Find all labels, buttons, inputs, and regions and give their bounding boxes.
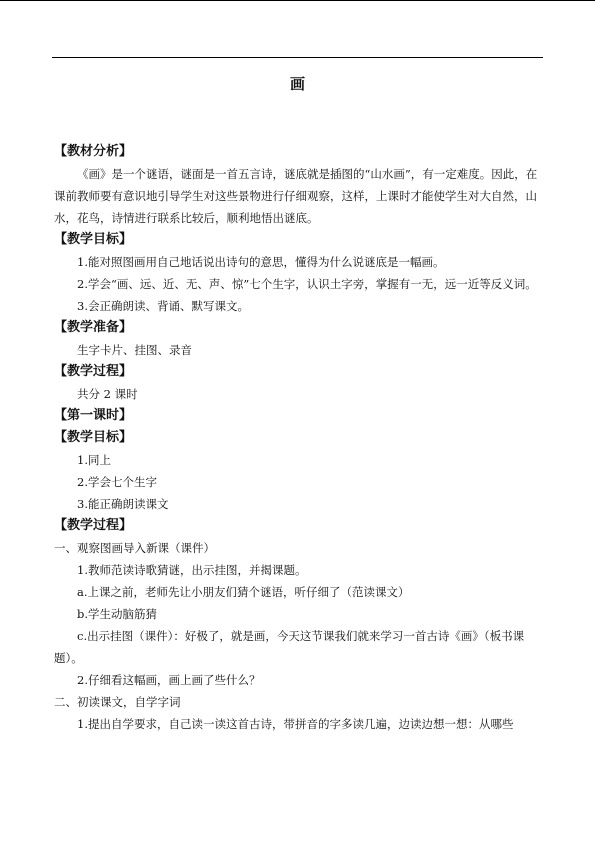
analysis-paragraph: 《画》是一个谜语，谜面是一首五言诗，谜底就是插图的“山水画”，有一定难度。因此，在课前教师要有意识地引导学生对这些景物进行仔细观察，这样，上课时才能使学生对大自然，山水，花鸟，诗情进行联系比较后，顺利地悟出谜底。 [54, 167, 538, 225]
goals-heading: 【教学目标】 [54, 232, 133, 247]
document-title: 画 [289, 75, 305, 93]
lesson1-goal-item: 3.能正确朗读课文 [77, 497, 169, 511]
document-body [54, 141, 540, 735]
lesson1-goals-heading: 【教学目标】 [54, 430, 133, 445]
lesson1-process-heading: 【教学过程】 [54, 518, 133, 533]
step2-title: 二、初读课文，自学字词 [54, 695, 181, 709]
header-rule [52, 57, 543, 58]
lesson1-heading: 【第一课时】 [54, 408, 133, 423]
process-text: 共分 2 课时 [77, 387, 138, 401]
step1-item: 2.仔细看这幅画，画上画了些什么？ [77, 673, 261, 687]
step2-item: 1.提出自学要求，自己读一读这首古诗，带拼音的字多读几遍，边读边想一想：从哪些 [77, 717, 514, 731]
prep-text: 生字卡片、挂图、录音 [77, 343, 192, 357]
lesson1-goal-item: 2.学会七个生字 [77, 475, 157, 489]
step1-subitem: c.出示挂图（课件）：好极了，就是画，今天这节课我们就来学习一首古诗《画》（板书课题）。 [54, 629, 525, 665]
step1-subitem: b.学生动脑筋猜 [77, 607, 158, 621]
prep-heading: 【教学准备】 [54, 320, 133, 335]
goal-item: 3.会正确朗读、背诵、默写课文。 [77, 299, 249, 313]
page-top-border [0, 0, 595, 1]
step1-subitem: a.上课之前，老师先让小朋友们猜个谜语，听仔细了（范读课文） [77, 585, 410, 599]
step1-item: 1.教师范读诗歌猜谜，出示挂图，并揭课题。 [77, 563, 307, 577]
analysis-heading: 【教材分析】 [54, 144, 133, 159]
lesson1-goal-item: 1.同上 [77, 453, 111, 467]
goal-item: 1.能对照图画用自己地话说出诗句的意思，懂得为什么说谜底是一幅画。 [77, 255, 445, 269]
process-heading: 【教学过程】 [54, 364, 133, 379]
step1-title: 一、观察图画导入新课（课件） [54, 541, 215, 555]
goal-item: 2.学会“画、远、近、无、声、惊”七个生字，认识土字旁，掌握有一无，远一近等反义词。 [77, 277, 537, 291]
